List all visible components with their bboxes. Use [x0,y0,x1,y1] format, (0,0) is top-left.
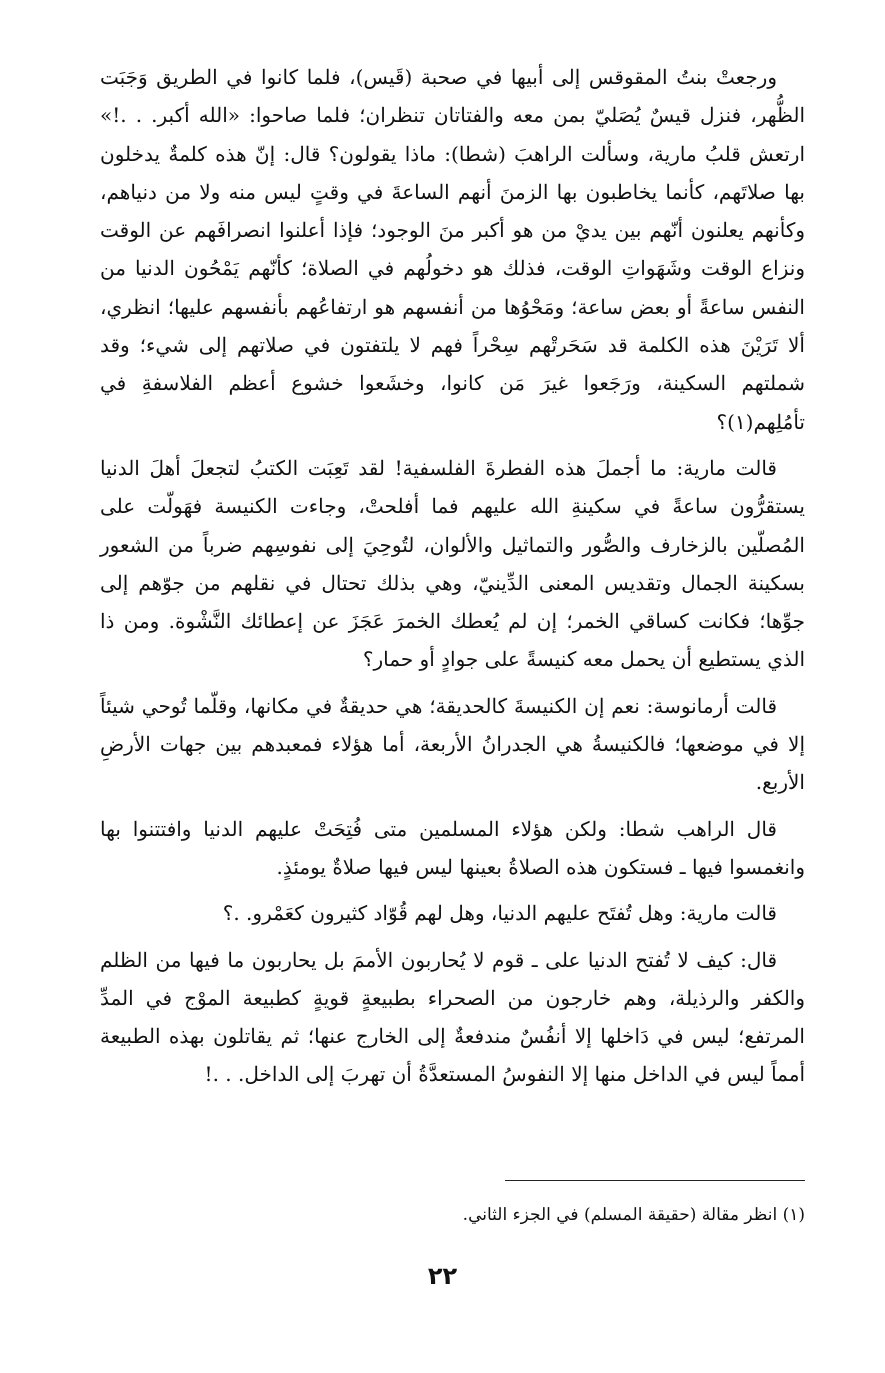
footnote: (١) انظر مقالة (حقيقة المسلم) في الجزء الثاني. [462,1205,805,1225]
paragraph-6: قال: كيف لا تُفتح الدنيا على ـ قوم لا يُحاربون الأممَ بل يحاربون ما فيها من الظلم والكفر والرذيلة، وهم خارجون من الصحراء بطبيعةٍ قويةٍ كطبيعة الموْج في المدِّ المرتفع؛ ليس في دَاخلها إلا أنفُسٌ مندفعةٌ إلى الخارج عنها؛ ثم يقاتلون بهذه الطبيعة أمماً ليس في الداخل منها إلا النفوسُ المستعدَّةُ أن تهربَ إلى الداخل. . .! [100,947,805,1087]
paragraph-3: قالت أرمانوسة: نعم إن الكنيسةَ كالحديقة؛ هي حديقةٌ في مكانها، وقلّما تُوحي شيئاً إلا في موضعها؛ فالكنيسةُ هي الجدرانُ الأربعة، أما هؤلاء فمعبدهم بين جهات الأرضِ الأربع. [100,693,805,795]
paragraph-4: قال الراهب شطا: ولكن هؤلاء المسلمين متى فُتِحَتْ عليهم الدنيا وافتتنوا بها وانغمسوا فيها ـ فستكون هذه الصلاةُ بعينها ليس فيها صلاةٌ يومئذٍ. [100,816,805,879]
paragraph-1: ورجعتْ بنتُ المقوقس إلى أبيها في صحبة (قَيس)، فلما كانوا في الطريق وَجَبَت الظُّهر، فنزل قيسٌ يُصَليّ بمن معه والفتاتان تنظران؛ فلما صاحوا: «الله أكبر. . .!» ارتعش قلبُ مارية، وسألت الراهبَ (شطا): ماذا يقولون؟ قال: إنّ هذه كلمةٌ يدخلون بها صلاتَهم، كأنما يخاطبون بها الزمنَ أنهم الساعةَ في وقتٍ ليس منه ولا من دنياهم، وكأنهم يعلنون أنّهم بين يديْ من هو أكبر منَ الوجود؛ فإذا أعلنوا انصرافَهم عن الوقت ونزاع الوقت وشَهَواتِ الوقت، فذلك هو دخولُهم في الصلاة؛ كأنّهم يَمْحُون الدنيا من النفس ساعةً أو بعض ساعة؛ ومَحْوُها من أنفسهم هو ارتفاعُهم بأنفسهم عليها؛ انظري، ألا تَرَيْنَ هذه الكلمة قد سَحَرتْهم سِحْراً فهم لا يلتفتون في صلاتهم إلى شيء؛ وقد شملتهم السكينة، ورَجَعوا غيرَ مَن كانوا، وخشَعوا خشوع أعظم الفلاسفةِ في تأمُلِهم(١)؟ [100,65,805,434]
body-text [100,58,805,1102]
footnote-divider [505,1180,805,1181]
paragraph-2: قالت مارية: ما أجملَ هذه الفطرةَ الفلسفية! لقد تَعِبَت الكتبُ لتجعلَ أهلَ الدنيا يستقرُّون ساعةً في سكينةِ الله عليهم فما أفلحتْ، وجاءت الكنيسة فهَولّت على المُصلّين بالزخارف والصُّور والتماثيل والألوان، لتُوحِيَ إلى نفوسِهم ضرباً من الشعور بسكينة الجمال وتقديس المعنى الدِّينيّ، وهي بذلك تحتال في نقلهم من جوّهم إلى جوِّها؛ فكانت كساقي الخمر؛ إن لم يُعطك الخمرَ عَجَزَ عن إعطائك النَّشْوة. ومن ذا الذي يستطيع أن يحمل معه كنيسةً على جوادٍ أو حمار؟ [100,455,805,672]
paragraph-5: قالت مارية: وهل تُفتَح عليهم الدنيا، وهل لهم قُوّاد كثيرون كعَمْرو. .؟ [222,901,777,926]
page-number: ٢٢ [427,1262,458,1290]
